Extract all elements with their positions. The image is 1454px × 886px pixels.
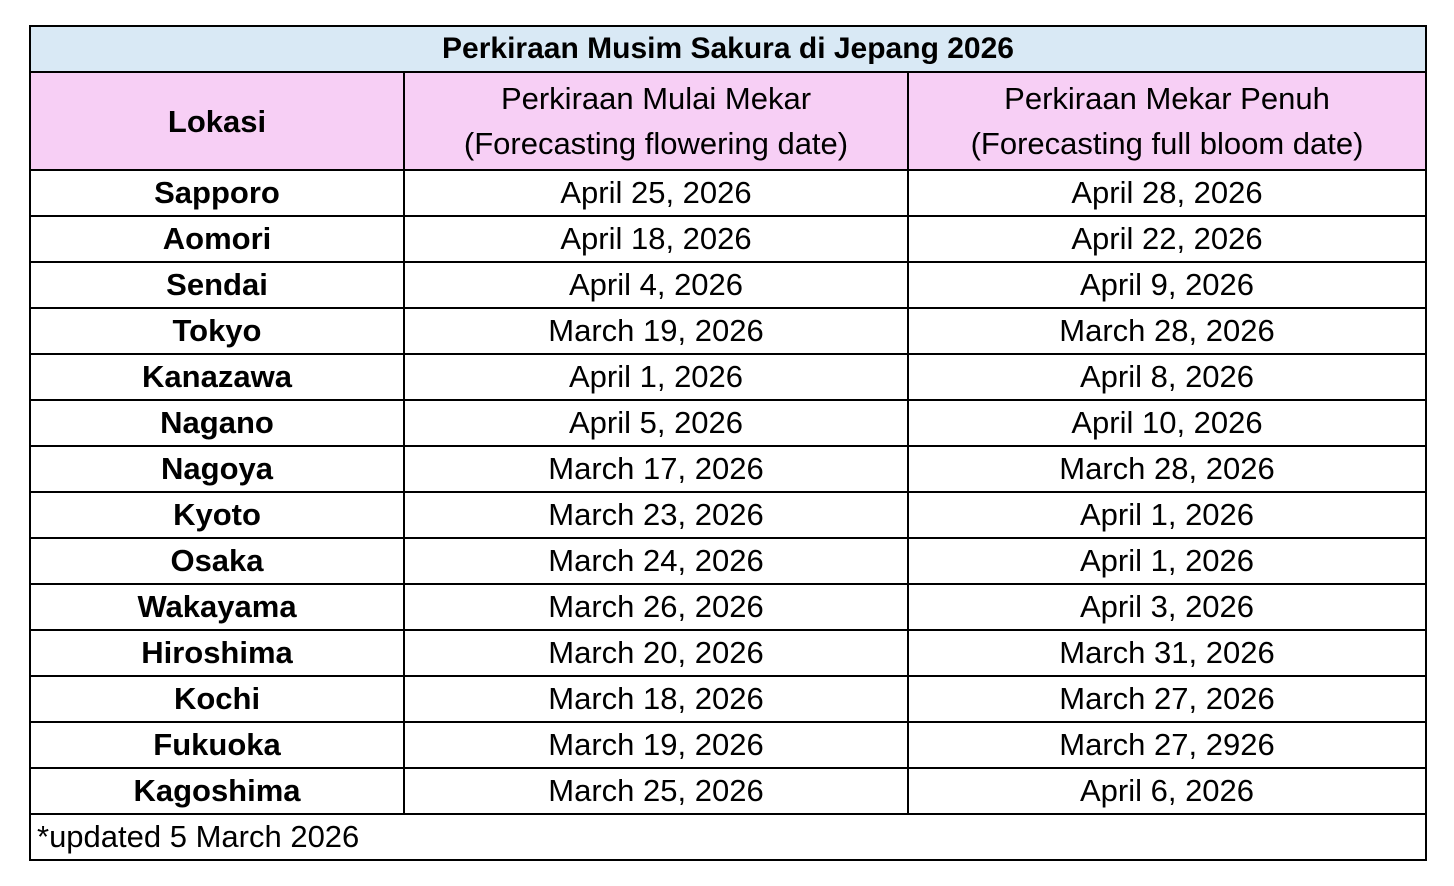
- header-full-bloom-line2: (Forecasting full bloom date): [970, 126, 1364, 161]
- location-cell: Aomori: [30, 216, 404, 262]
- flowering-date-cell: March 24, 2026: [404, 538, 908, 584]
- full-bloom-date-cell: March 27, 2026: [908, 676, 1426, 722]
- location-cell: Osaka: [30, 538, 404, 584]
- table-row: [30, 768, 1426, 814]
- full-bloom-date-cell: April 1, 2026: [908, 538, 1426, 584]
- flowering-date-cell: April 1, 2026: [404, 354, 908, 400]
- flowering-date-cell: April 5, 2026: [404, 400, 908, 446]
- table-row: [30, 676, 1426, 722]
- full-bloom-date-cell: March 27, 2926: [908, 722, 1426, 768]
- flowering-date-cell: March 19, 2026: [404, 308, 908, 354]
- full-bloom-date-cell: March 28, 2026: [908, 308, 1426, 354]
- footnote-row: [30, 814, 1426, 860]
- location-cell: Kyoto: [30, 492, 404, 538]
- table-row: [30, 170, 1426, 216]
- table-title: Perkiraan Musim Sakura di Jepang 2026: [30, 26, 1426, 72]
- location-cell: Nagano: [30, 400, 404, 446]
- flowering-date-cell: March 20, 2026: [404, 630, 908, 676]
- table-row: [30, 630, 1426, 676]
- full-bloom-date-cell: April 1, 2026: [908, 492, 1426, 538]
- table-row: [30, 216, 1426, 262]
- title-row: [30, 26, 1426, 72]
- location-cell: Hiroshima: [30, 630, 404, 676]
- location-cell: Kanazawa: [30, 354, 404, 400]
- footnote: *updated 5 March 2026: [30, 814, 1426, 860]
- location-cell: Sendai: [30, 262, 404, 308]
- flowering-date-cell: April 18, 2026: [404, 216, 908, 262]
- full-bloom-date-cell: April 22, 2026: [908, 216, 1426, 262]
- location-cell: Kagoshima: [30, 768, 404, 814]
- flowering-date-cell: March 25, 2026: [404, 768, 908, 814]
- header-flowering: [404, 72, 908, 170]
- full-bloom-date-cell: March 31, 2026: [908, 630, 1426, 676]
- table-row: [30, 308, 1426, 354]
- table-row: [30, 722, 1426, 768]
- full-bloom-date-cell: April 3, 2026: [908, 584, 1426, 630]
- flowering-date-cell: April 25, 2026: [404, 170, 908, 216]
- header-row: [30, 72, 1426, 170]
- flowering-date-cell: March 17, 2026: [404, 446, 908, 492]
- flowering-date-cell: March 23, 2026: [404, 492, 908, 538]
- location-cell: Wakayama: [30, 584, 404, 630]
- full-bloom-date-cell: April 6, 2026: [908, 768, 1426, 814]
- full-bloom-date-cell: April 8, 2026: [908, 354, 1426, 400]
- header-full-bloom-line1: Perkiraan Mekar Penuh: [1004, 81, 1330, 116]
- full-bloom-date-cell: April 28, 2026: [908, 170, 1426, 216]
- full-bloom-date-cell: April 9, 2026: [908, 262, 1426, 308]
- location-cell: Fukuoka: [30, 722, 404, 768]
- location-cell: Sapporo: [30, 170, 404, 216]
- header-location: Lokasi: [30, 72, 404, 170]
- sakura-forecast-table: [29, 25, 1427, 861]
- table-row: [30, 262, 1426, 308]
- table-row: [30, 446, 1426, 492]
- flowering-date-cell: March 26, 2026: [404, 584, 908, 630]
- location-cell: Nagoya: [30, 446, 404, 492]
- table-row: [30, 492, 1426, 538]
- flowering-date-cell: April 4, 2026: [404, 262, 908, 308]
- table-row: [30, 354, 1426, 400]
- table-row: [30, 584, 1426, 630]
- table-row: [30, 400, 1426, 446]
- flowering-date-cell: March 18, 2026: [404, 676, 908, 722]
- table-row: [30, 538, 1426, 584]
- header-flowering-line1: Perkiraan Mulai Mekar: [500, 81, 812, 116]
- full-bloom-date-cell: April 10, 2026: [908, 400, 1426, 446]
- location-cell: Kochi: [30, 676, 404, 722]
- full-bloom-date-cell: March 28, 2026: [908, 446, 1426, 492]
- flowering-date-cell: March 19, 2026: [404, 722, 908, 768]
- header-full-bloom: [908, 72, 1426, 170]
- location-cell: Tokyo: [30, 308, 404, 354]
- header-flowering-line2: (Forecasting flowering date): [463, 126, 849, 161]
